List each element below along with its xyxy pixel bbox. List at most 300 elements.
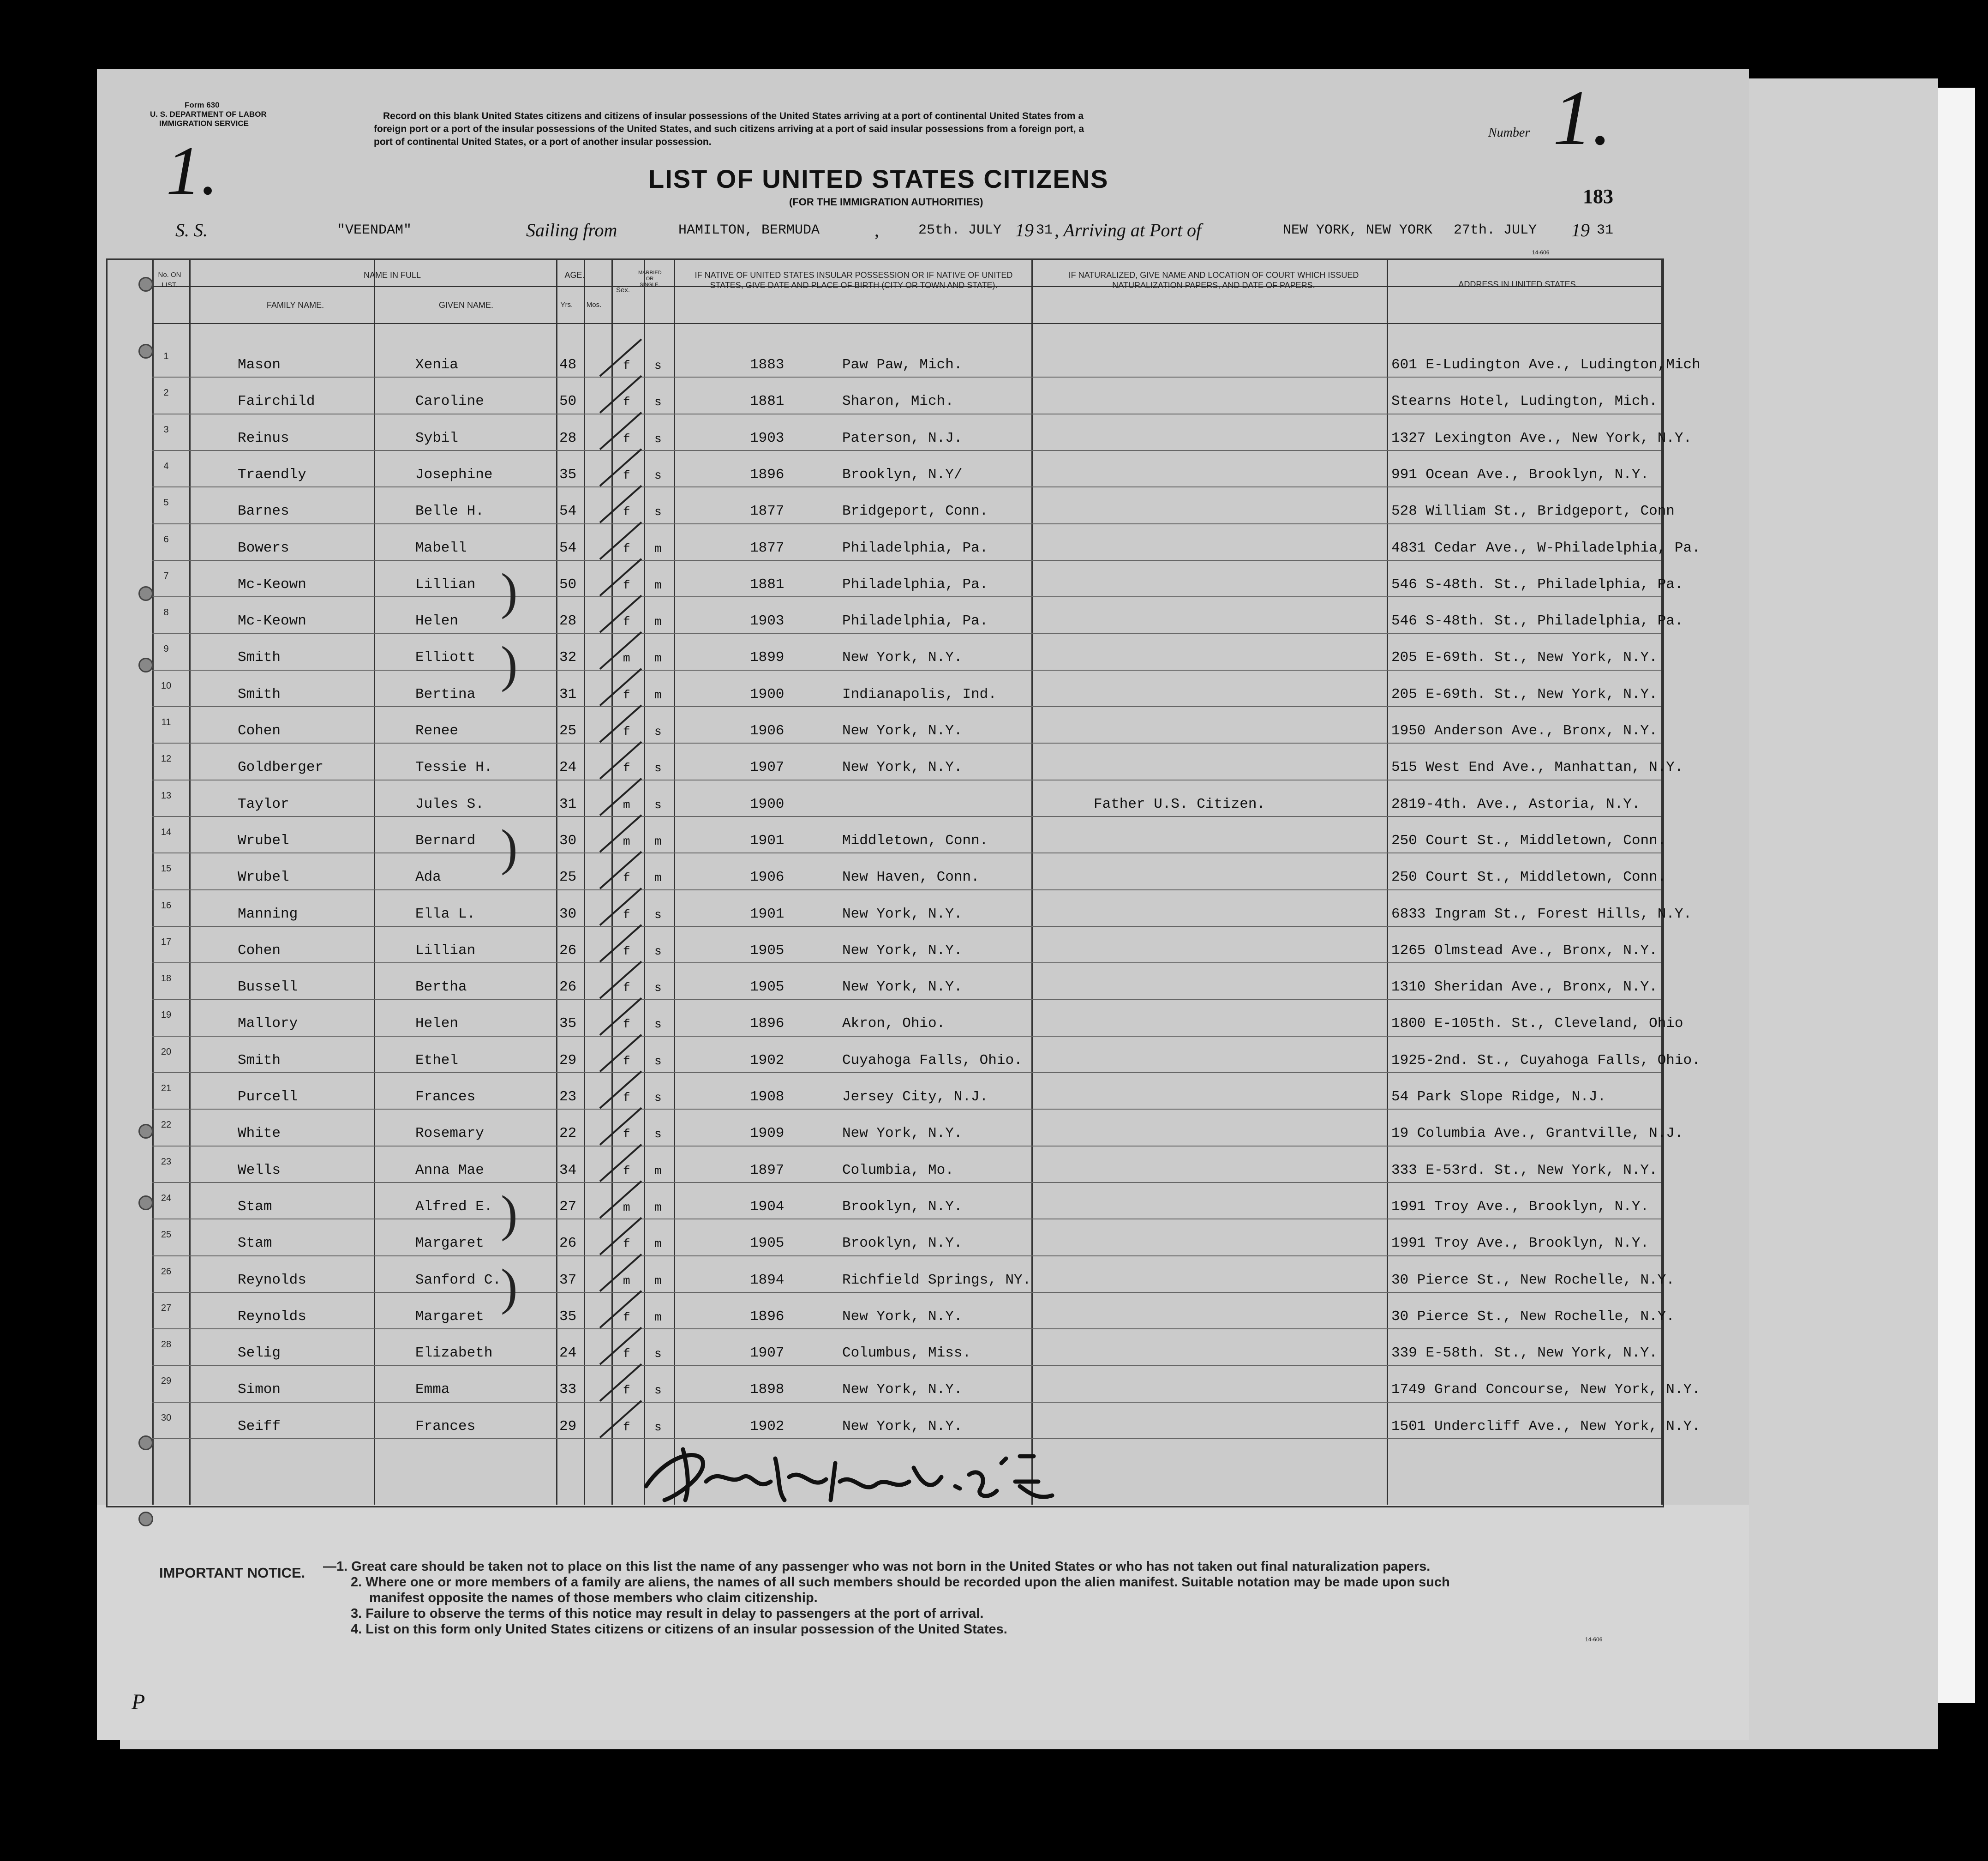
us-address: Stearns Hotel, Ludington, Mich. (1391, 393, 1658, 410)
family-name: Mc-Keown (238, 576, 306, 593)
sailing-year: 31 (1036, 222, 1053, 238)
given-name: Jules S. (415, 796, 484, 812)
given-name: Josephine (415, 466, 493, 483)
us-address: 54 Park Slope Ridge, N.J. (1391, 1089, 1606, 1105)
sex: f (623, 871, 630, 885)
birth-year: 1877 (750, 540, 784, 556)
family-name: Wrubel (238, 869, 289, 886)
birth-year: 1903 (750, 613, 784, 630)
us-address: 1950 Anderson Ave., Bronx, N.Y. (1391, 723, 1658, 739)
sex: f (623, 944, 630, 958)
row-number: 1 (163, 351, 169, 361)
sailing-year-prefix: 19 (1015, 220, 1034, 240)
sex: f (623, 1310, 630, 1324)
marital-status: s (654, 1127, 662, 1141)
given-name: Bertha (415, 979, 467, 996)
row-number: 2 (163, 388, 169, 398)
marital-status: s (654, 395, 662, 409)
given-name: Bertina (415, 686, 476, 702)
given-name: Renee (415, 723, 459, 739)
row-number: 28 (161, 1339, 172, 1350)
header-native-birth: IF NATIVE OF UNITED STATES INSULAR POSSESSION OR IF NATIVE OF UNITED STATES, GIVE DATE AND PLACE OF BIRTH (CITY OR TOWN AND STATE). (695, 270, 1013, 290)
arriving-date: 27th. JULY (1454, 222, 1537, 238)
marital-status: s (654, 1017, 662, 1032)
birth-year: 1902 (750, 1052, 784, 1069)
us-address: 546 S-48th. St., Philadelphia, Pa. (1391, 576, 1683, 593)
row-number: 25 (161, 1230, 172, 1240)
marital-status: s (654, 1347, 662, 1361)
sex: f (623, 432, 630, 446)
sex: f (623, 615, 630, 629)
row-number: 18 (161, 973, 172, 984)
row-number: 23 (161, 1156, 172, 1167)
row-number: 21 (161, 1083, 172, 1093)
row-number: 16 (161, 900, 172, 911)
age-years: 26 (559, 979, 577, 996)
birth-place: Richfield Springs, NY. (842, 1272, 1031, 1288)
birth-year: 1881 (750, 576, 784, 593)
age-years: 28 (559, 613, 577, 630)
given-name: Bernard (415, 832, 476, 849)
given-name: Sybil (415, 430, 459, 446)
row-number: 6 (163, 534, 169, 545)
given-name: Alfred E. (415, 1198, 493, 1215)
birth-year: 1897 (750, 1162, 784, 1178)
family-name: Manning (238, 906, 298, 922)
binder-hole (138, 344, 153, 359)
marital-status: s (654, 1420, 662, 1434)
sex: f (623, 981, 630, 995)
birth-year: 1899 (750, 649, 784, 666)
family-brace: ) (501, 819, 518, 876)
birth-place: Columbia, Mo. (842, 1162, 954, 1178)
age-years: 33 (559, 1381, 577, 1398)
row-number: 15 (161, 864, 172, 874)
family-name: Smith (238, 686, 281, 702)
intro-line-2: foreign port or a port of the insular possessions of the United States, and such citizens arriving at a port of said insular possessions from a foreign port, a (374, 124, 1084, 134)
intro-line-1: Record on this blank United States citizens and citizens of insular possessions of the United States arriving at a port of continental United States from a (383, 111, 1084, 121)
us-address: 1265 Olmstead Ave., Bronx, N.Y. (1391, 942, 1658, 959)
service-label: IMMIGRATION SERVICE (159, 119, 249, 128)
marital-status: s (654, 1383, 662, 1398)
birth-year: 1881 (750, 393, 784, 410)
sex: f (623, 1383, 630, 1398)
us-address: 991 Ocean Ave., Brooklyn, N.Y. (1391, 466, 1649, 483)
family-name: Smith (238, 1052, 281, 1069)
sailing-label: Sailing from (526, 220, 617, 240)
birth-place: Brooklyn, N.Y. (842, 1235, 963, 1252)
marital-status: s (654, 505, 662, 519)
notice-item-4: 4. List on this form only United States citizens or citizens of an insular possession of the United States. (351, 1622, 1007, 1637)
age-years: 28 (559, 430, 577, 446)
us-address: 250 Court St., Middletown, Conn. (1391, 869, 1666, 886)
age-years: 32 (559, 649, 577, 666)
family-name: Wells (238, 1162, 281, 1178)
birth-year: 1896 (750, 1308, 784, 1325)
binder-hole (138, 1195, 153, 1210)
row-number: 27 (161, 1303, 172, 1313)
us-address: 546 S-48th. St., Philadelphia, Pa. (1391, 613, 1683, 630)
age-years: 25 (559, 723, 577, 739)
birth-year: 1905 (750, 979, 784, 996)
age-years: 30 (559, 832, 577, 849)
birth-year: 1898 (750, 1381, 784, 1398)
header-family-name: FAMILY NAME. (266, 300, 324, 310)
marital-status: s (654, 1091, 662, 1105)
marital-status: m (654, 1273, 662, 1288)
given-name: Ada (415, 869, 441, 886)
corner-handwritten-mark: 1. (166, 132, 218, 209)
marital-status: s (654, 468, 662, 482)
age-years: 24 (559, 759, 577, 776)
header-sex: Sex. (616, 286, 630, 294)
family-name: Smith (238, 649, 281, 666)
us-address: 1749 Grand Concourse, New York, N.Y. (1391, 1381, 1701, 1398)
sex: m (623, 1273, 630, 1288)
age-years: 31 (559, 796, 577, 812)
birth-place: New York, N.Y. (842, 1308, 963, 1325)
birth-year: 1903 (750, 430, 784, 446)
row-number: 8 (163, 607, 169, 618)
notice-item-2b: manifest opposite the names of those members who claim citizenship. (369, 1591, 818, 1605)
sex: m (623, 798, 630, 812)
header-age: AGE. (564, 270, 585, 280)
age-years: 35 (559, 466, 577, 483)
marital-status: s (654, 798, 662, 812)
sailing-date: 25th. JULY (918, 222, 1002, 238)
age-years: 37 (559, 1272, 577, 1288)
family-name: Cohen (238, 723, 281, 739)
birth-place: Philadelphia, Pa. (842, 540, 988, 556)
given-name: Caroline (415, 393, 484, 410)
number-value: 1. (1553, 74, 1612, 161)
margin-mark: P (132, 1690, 145, 1714)
us-address: 339 E-58th. St., New York, N.Y. (1391, 1345, 1658, 1362)
page-title: LIST OF UNITED STATES CITIZENS (648, 164, 1109, 193)
family-name: Purcell (238, 1089, 298, 1105)
given-name: Margaret (415, 1308, 484, 1325)
birth-place: Sharon, Mich. (842, 393, 954, 410)
row-number: 20 (161, 1046, 172, 1057)
page-subtitle: (FOR THE IMMIGRATION AUTHORITIES) (789, 196, 983, 208)
birth-place: Indianapolis, Ind. (842, 686, 997, 702)
birth-place: New York, N.Y. (842, 1125, 963, 1142)
birth-place: New York, N.Y. (842, 906, 963, 922)
header-no-on-list: No. ON LIST. (158, 271, 181, 289)
header-mos: Mos. (586, 301, 602, 309)
age-years: 29 (559, 1052, 577, 1069)
us-address: 1991 Troy Ave., Brooklyn, N.Y. (1391, 1198, 1649, 1215)
row-number: 30 (161, 1412, 172, 1423)
us-address: 1501 Undercliff Ave., New York, N.Y. (1391, 1418, 1701, 1435)
birth-year: 1896 (750, 1015, 784, 1032)
birth-place: Bridgeport, Conn. (842, 503, 988, 520)
row-number: 13 (161, 790, 172, 801)
family-brace: ) (501, 563, 518, 619)
family-brace: ) (501, 636, 518, 693)
given-name: Frances (415, 1418, 476, 1435)
header-address: ADDRESS IN UNITED STATES. (1458, 280, 1578, 289)
birth-year: 1906 (750, 869, 784, 886)
sex: f (623, 907, 630, 922)
row-number: 17 (161, 937, 172, 947)
marital-status: m (654, 1310, 662, 1324)
given-name: Belle H. (415, 503, 484, 520)
birth-place: New Haven, Conn. (842, 869, 980, 886)
age-years: 50 (559, 576, 577, 593)
sex: f (623, 1347, 630, 1361)
marital-status: s (654, 359, 662, 372)
row-number: 4 (163, 461, 169, 471)
page-number: 183 (1583, 185, 1613, 208)
age-years: 35 (559, 1308, 577, 1325)
binder-hole (138, 658, 153, 672)
intro-line-3: port of continental United States, or a port of another insular possession. (374, 137, 712, 147)
family-name: Wrubel (238, 832, 289, 849)
marital-status: s (654, 944, 662, 958)
birth-place: Brooklyn, N.Y/ (842, 466, 963, 483)
sex: f (623, 1091, 630, 1105)
age-years: 54 (559, 540, 577, 556)
us-address: 205 E-69th. St., New York, N.Y. (1391, 686, 1658, 702)
given-name: Tessie H. (415, 759, 493, 776)
sex: f (623, 1127, 630, 1141)
family-name: Mallory (238, 1015, 298, 1032)
age-years: 23 (559, 1089, 577, 1105)
arriving-year-prefix: 19 (1571, 220, 1590, 240)
row-number: 12 (161, 754, 172, 764)
age-years: 30 (559, 906, 577, 922)
birth-place: Paterson, N.J. (842, 430, 963, 446)
row-number: 11 (161, 717, 171, 727)
given-name: Rosemary (415, 1125, 484, 1142)
birth-place: New York, N.Y. (842, 1381, 963, 1398)
department-label: U. S. DEPARTMENT OF LABOR (150, 110, 267, 119)
row-number: 10 (161, 680, 172, 691)
number-label: Number (1488, 126, 1530, 140)
given-name: Xenia (415, 357, 459, 373)
age-years: 35 (559, 1015, 577, 1032)
row-number: 24 (161, 1193, 172, 1203)
binder-hole (138, 1512, 153, 1526)
sex: f (623, 541, 630, 556)
birth-place: New York, N.Y. (842, 649, 963, 666)
sex: f (623, 1164, 630, 1178)
us-address: 515 West End Ave., Manhattan, N.Y. (1391, 759, 1683, 776)
sex: f (623, 761, 630, 775)
birth-year: 1894 (750, 1272, 784, 1288)
row-number: 14 (161, 827, 172, 837)
us-address: 6833 Ingram St., Forest Hills, N.Y. (1391, 906, 1692, 922)
arriving-port: NEW YORK, NEW YORK (1283, 222, 1433, 238)
birth-year: 1907 (750, 759, 784, 776)
family-name: Stam (238, 1198, 272, 1215)
marital-status: m (654, 578, 662, 592)
birth-year: 1905 (750, 942, 784, 959)
birth-place: Middletown, Conn. (842, 832, 988, 849)
family-name: Reynolds (238, 1272, 306, 1288)
marital-status: m (654, 615, 662, 629)
marital-status: s (654, 907, 662, 922)
birth-year: 1900 (750, 686, 784, 702)
header-name-in-full: NAME IN FULL (363, 270, 421, 280)
notice-item-3: 3. Failure to observe the terms of this notice may result in delay to passengers at the port of arrival. (351, 1606, 984, 1621)
birth-place: New York, N.Y. (842, 723, 963, 739)
header-given-name: GIVEN NAME. (438, 300, 494, 310)
birth-year: 1904 (750, 1198, 784, 1215)
marital-status: s (654, 981, 662, 995)
birth-place: New York, N.Y. (842, 759, 963, 776)
us-address: 1327 Lexington Ave., New York, N.Y. (1391, 430, 1692, 446)
sex: f (623, 1017, 630, 1032)
us-address: 1310 Sheridan Ave., Bronx, N.Y. (1391, 979, 1658, 996)
marital-status: m (654, 834, 662, 848)
us-address: 250 Court St., Middletown, Conn. (1391, 832, 1666, 849)
row-number: 29 (161, 1376, 172, 1387)
birth-place: Columbus, Miss. (842, 1345, 971, 1362)
age-years: 48 (559, 357, 577, 373)
sex: f (623, 468, 630, 482)
birth-year: 1909 (750, 1125, 784, 1142)
given-name: Anna Mae (415, 1162, 484, 1178)
row-number: 7 (163, 570, 169, 581)
birth-year: 1896 (750, 466, 784, 483)
family-name: Taylor (238, 796, 289, 812)
us-address: 30 Pierce St., New Rochelle, N.Y. (1391, 1308, 1675, 1325)
given-name: Lillian (415, 576, 476, 593)
sex: m (623, 651, 630, 666)
age-years: 24 (559, 1345, 577, 1362)
family-name: Fairchild (238, 393, 315, 410)
marital-status: s (654, 432, 662, 446)
sex: f (623, 395, 630, 409)
ss-label: S. S. (175, 220, 208, 240)
marital-status: m (654, 1237, 662, 1251)
birth-year: 1908 (750, 1089, 784, 1105)
us-address: 1925-2nd. St., Cuyahoga Falls, Ohio. (1391, 1052, 1701, 1069)
notice-heading: IMPORTANT NOTICE. (159, 1565, 305, 1581)
birth-place: Akron, Ohio. (842, 1015, 946, 1032)
header-yrs: Yrs. (560, 301, 573, 309)
birth-place: New York, N.Y. (842, 979, 963, 996)
row-number: 19 (161, 1010, 172, 1021)
family-name: Mason (238, 357, 281, 373)
marital-status: m (654, 871, 662, 885)
given-name: Sanford C. (415, 1272, 502, 1288)
birth-year: 1902 (750, 1418, 784, 1435)
given-name: Frances (415, 1089, 476, 1105)
arriving-year: 31 (1597, 222, 1614, 238)
birth-year: 1900 (750, 796, 784, 812)
birth-year: 1883 (750, 357, 784, 373)
family-name: Traendly (238, 466, 306, 483)
given-name: Margaret (415, 1235, 484, 1252)
family-name: Bussell (238, 979, 298, 996)
marital-status: m (654, 651, 662, 666)
marital-status: m (654, 541, 662, 556)
birth-place: New York, N.Y. (842, 942, 963, 959)
family-name: Barnes (238, 503, 289, 520)
us-address: 601 E-Ludington Ave., Ludington,Mich (1391, 357, 1701, 373)
sex: f (623, 1237, 630, 1251)
comma: , (874, 220, 879, 240)
sex: f (623, 505, 630, 519)
family-name: Reynolds (238, 1308, 306, 1325)
age-years: 27 (559, 1198, 577, 1215)
family-name: White (238, 1125, 281, 1142)
birth-year: 1901 (750, 832, 784, 849)
birth-place: Brooklyn, N.Y. (842, 1198, 963, 1215)
age-years: 29 (559, 1418, 577, 1435)
given-name: Elizabeth (415, 1345, 493, 1362)
birth-place: Philadelphia, Pa. (842, 576, 988, 593)
marital-status: s (654, 761, 662, 775)
sailing-port: HAMILTON, BERMUDA (678, 222, 820, 238)
binder-hole (138, 277, 153, 292)
birth-year: 1901 (750, 906, 784, 922)
naturalization-note: Father U.S. Citizen. (1094, 796, 1266, 812)
us-address: 2819-4th. Ave., Astoria, N.Y. (1391, 796, 1641, 812)
birth-place: Cuyahoga Falls, Ohio. (842, 1052, 1023, 1069)
given-name: Elliott (415, 649, 476, 666)
family-name: Stam (238, 1235, 272, 1252)
family-name: Bowers (238, 540, 289, 556)
marital-status: m (654, 1200, 662, 1214)
age-years: 34 (559, 1162, 577, 1178)
notice-item-1: —1. Great care should be taken not to place on this list the name of any passenger who was not born in the United States or who has not taken out final naturalization papers. (323, 1559, 1431, 1574)
row-number: 9 (163, 644, 169, 654)
family-name: Cohen (238, 942, 281, 959)
birth-year: 1907 (750, 1345, 784, 1362)
age-years: 26 (559, 1235, 577, 1252)
us-address: 205 E-69th. St., New York, N.Y. (1391, 649, 1658, 666)
birth-year: 1905 (750, 1235, 784, 1252)
sex: f (623, 359, 630, 372)
binder-hole (138, 1435, 153, 1450)
family-brace: ) (501, 1258, 518, 1315)
family-name: Reinus (238, 430, 289, 446)
family-name: Mc-Keown (238, 613, 306, 630)
row-number: 22 (161, 1120, 172, 1130)
age-years: 25 (559, 869, 577, 886)
header-naturalized: IF NATURALIZED, GIVE NAME AND LOCATION OF COURT WHICH ISSUED NATURALIZATION PAPERS, AND DATE OF PAPERS. (1068, 270, 1359, 290)
birth-place: Paw Paw, Mich. (842, 357, 963, 373)
us-address: 4831 Cedar Ave., W-Philadelphia, Pa. (1391, 540, 1701, 556)
given-name: Ella L. (415, 906, 476, 922)
given-name: Lillian (415, 942, 476, 959)
given-name: Mabell (415, 540, 467, 556)
us-address: 333 E-53rd. St., New York, N.Y. (1391, 1162, 1658, 1178)
age-years: 26 (559, 942, 577, 959)
given-name: Helen (415, 613, 459, 630)
marital-status: s (654, 725, 662, 738)
age-years: 54 (559, 503, 577, 520)
family-name: Goldberger (238, 759, 324, 776)
us-address: 19 Columbia Ave., Grantville, N.J. (1391, 1125, 1683, 1142)
birth-place: Philadelphia, Pa. (842, 613, 988, 630)
family-name: Selig (238, 1345, 281, 1362)
binder-hole (138, 1124, 153, 1139)
sex: f (623, 1420, 630, 1434)
family-brace: ) (501, 1185, 518, 1242)
given-name: Helen (415, 1015, 459, 1032)
form-code-top: 14-606 (1532, 249, 1550, 256)
given-name: Ethel (415, 1052, 459, 1069)
marital-status: m (654, 1164, 662, 1178)
sex: f (623, 725, 630, 738)
family-name: Seiff (238, 1418, 281, 1435)
ship-name: "VEENDAM" (337, 222, 412, 238)
